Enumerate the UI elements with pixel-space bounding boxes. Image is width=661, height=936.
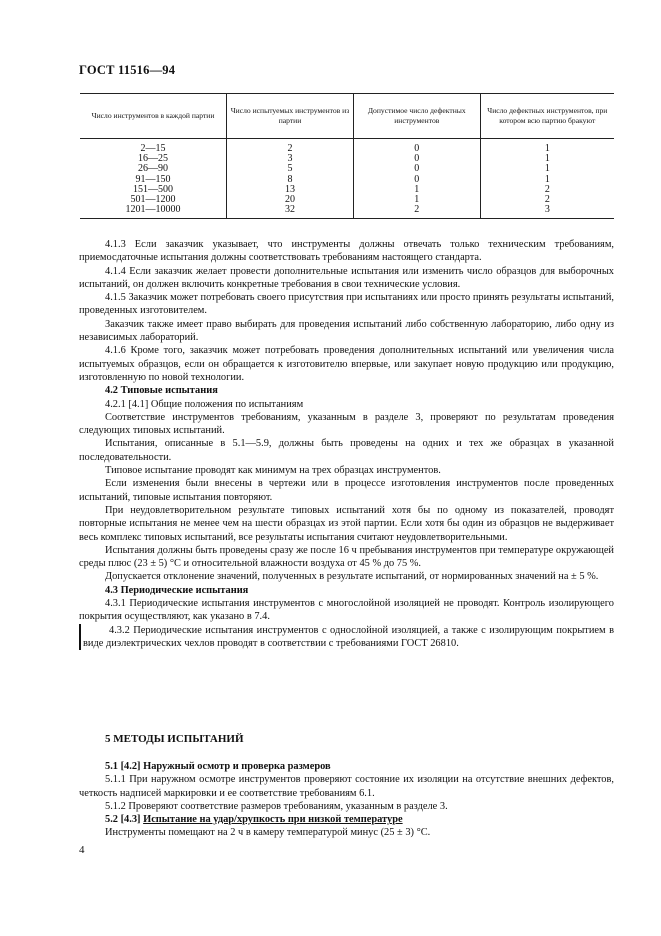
table-column — [353, 139, 480, 219]
table-column — [80, 139, 227, 219]
paragraph-4-1-3: 4.1.3 Если заказчик указывает, что инструменты должны отвечать только техническим требованиям, приемосдаточные испытания должны соответствовать требованиям настоящего стандарта. — [79, 239, 614, 264]
table-cell: 1 — [544, 163, 550, 175]
table-body-row — [80, 139, 614, 219]
table-cell: 20 — [284, 194, 295, 206]
heading-5-2 — [79, 813, 614, 826]
paragraph-4-1-5-continued: Заказчик также имеет право выбирать для проведения испытаний либо собственную лабораторию, либо одну из независимых лабораторий. — [79, 318, 614, 344]
table-cell: 2 — [287, 143, 293, 154]
heading-5-2-text: Испытание на удар/хрупкость при низкой температуре — [143, 814, 403, 826]
paragraph-5-1-2: 5.1.2 Проверяют соответствие размеров требованиям, указанным в разделе 3. — [105, 800, 448, 812]
table-column — [480, 139, 614, 219]
paragraph-4-2-1-d: Если изменения были внесены в чертежи или в процессе изготовления инструментов после проведенных испытаний, типовые испытания повторяют. — [79, 478, 614, 503]
table-cell: 16—25 — [138, 153, 169, 165]
table-cell: 1201—10000 — [125, 204, 181, 216]
table-header-cell: Число испытуемых инструментов из партии — [227, 94, 354, 139]
table-cell: 2 — [414, 204, 420, 216]
paragraph-4-1-5: 4.1.5 Заказчик может потребовать своего присутствия при испытаниях или просто принять результаты испытаний, проведенных изготовителем. — [79, 292, 614, 317]
table-cell: 13 — [284, 183, 295, 195]
table-cell: 8 — [287, 173, 293, 185]
heading-4-2: 4.2 Типовые испытания — [105, 385, 218, 397]
heading-5-1 — [79, 760, 614, 773]
paragraph-4-2-1-c: Типовое испытание проводят как минимум на трех образцах инструментов. — [105, 465, 441, 477]
section-5-body — [79, 760, 614, 840]
table-cell: 26—90 — [138, 163, 169, 175]
paragraph-5-1-1: 5.1.1 При наружном осмотре инструментов проверяют состояние их изоляции на отсутствие внешних дефектов, четкость надписей маркировки и ее соответствие требованиям 6.1. — [79, 774, 614, 799]
paragraph-5-2: Инструменты помещают на 2 ч в камеру температурой минус (25 ± 3) °С. — [105, 827, 431, 839]
table-cell: 32 — [284, 204, 295, 216]
table-cell: 1 — [544, 153, 550, 165]
table-cell: 2 — [544, 183, 550, 195]
table-cell: 3 — [287, 153, 293, 165]
table-column — [227, 139, 354, 219]
table-cell: 151—500 — [133, 183, 174, 195]
table-cell: 1 — [414, 183, 420, 195]
table-cell: 0 — [414, 163, 420, 175]
document-header: ГОСТ 11516—94 — [79, 63, 176, 77]
paragraph-4-3-1: 4.3.1 Периодические испытания инструментов с многослойной изоляцией не проводят. Контроль изолирующего покрытия осуществляют, как указано в 7.4. — [79, 598, 614, 623]
table-cell: 0 — [414, 143, 420, 154]
heading-5-1-text: Наружный осмотр и проверка размеров — [143, 761, 331, 772]
table-header-cell: Число дефектных инструментов, при котором всю партию бракуют — [480, 94, 614, 139]
section-4-body — [79, 238, 614, 650]
paragraph-4-2-1-title: 4.2.1 [4.1] Общие положения по испытаниям — [105, 398, 304, 410]
table-cell: 1 — [544, 173, 550, 185]
paragraph-4-1-6: 4.1.6 Кроме того, заказчик может потребовать проведения дополнительных испытаний или увеличения числа испытуемых образцов, если он обращается к изготовителю впервые, или закупает новую продукцию или продукцию, изготовленную по новой технологии. — [79, 345, 614, 383]
table-cell: 2—15 — [140, 143, 166, 154]
table-header-cell: Число инструментов в каждой партии — [80, 94, 227, 139]
paragraph-4-2-1-a: Соответствие инструментов требованиям, указанным в разделе 3, проверяют по результатам проведения следующих типовых испытаний. — [79, 411, 614, 437]
table-cell: 5 — [287, 163, 293, 175]
paragraph-4-2-1-b: Испытания, описанные в 5.1—5.9, должны быть проведены на одних и тех же образцах в указанной последовательности. — [79, 438, 614, 463]
heading-4-3: 4.3 Периодические испытания — [105, 584, 249, 596]
paragraph-4-2-1-e: При неудовлетворительном результате типовых испытаний хотя бы по одному из показателей, проводят повторные испытания не менее чем на шести образцах из этой партии. Если хотя бы один из образцов не выдерживает весь комплекс типовых испытаний, все результаты испытания считают неудовлетворительными. — [79, 504, 614, 543]
table-cell: 3 — [544, 204, 550, 216]
page-number: 4 — [79, 844, 85, 856]
paragraph-4-2-1-f: Испытания должны быть проведены сразу же после 16 ч пребывания инструментов при температуре окружающей среды плюс (23 ± 5) °С и относительной влажности воздуха от 45 % до 75 %. — [79, 544, 614, 570]
sampling-table — [80, 93, 614, 219]
table-cell: 0 — [414, 173, 420, 185]
table-header-row — [80, 94, 614, 139]
table-cell: 91—150 — [135, 173, 171, 185]
paragraph-4-3-2: 4.3.2 Периодические испытания инструментов с однослойной изоляцией, а также с изолирующим покрытием в виде диэлектрических чехлов проводят в соответствии с требованиями ГОСТ 26810. — [79, 624, 614, 651]
table-header-cell: Допустимое число дефектных инструментов — [353, 94, 480, 139]
table-cell: 1 — [544, 143, 550, 154]
table-cell: 2 — [544, 194, 550, 206]
paragraph-4-1-4: 4.1.4 Если заказчик желает провести дополнительные испытания или изменить число образцов для выборочных испытаний, он должен включить конкретные требования в свои технические условия. — [79, 265, 614, 290]
table-cell: 0 — [414, 153, 420, 165]
section-5-title: 5 МЕТОДЫ ИСПЫТАНИЙ — [105, 733, 244, 745]
table-cell: 1 — [414, 194, 420, 206]
table-cell: 501—1200 — [130, 194, 176, 206]
paragraph-4-2-1-g: Допускается отклонение значений, полученных в результате испытаний, от нормированных значений на ± 5 %. — [105, 571, 599, 583]
heading-5-1-number: 5.1 [4.2] — [105, 761, 141, 772]
heading-5-2-number: 5.2 [4.3] — [105, 814, 141, 826]
